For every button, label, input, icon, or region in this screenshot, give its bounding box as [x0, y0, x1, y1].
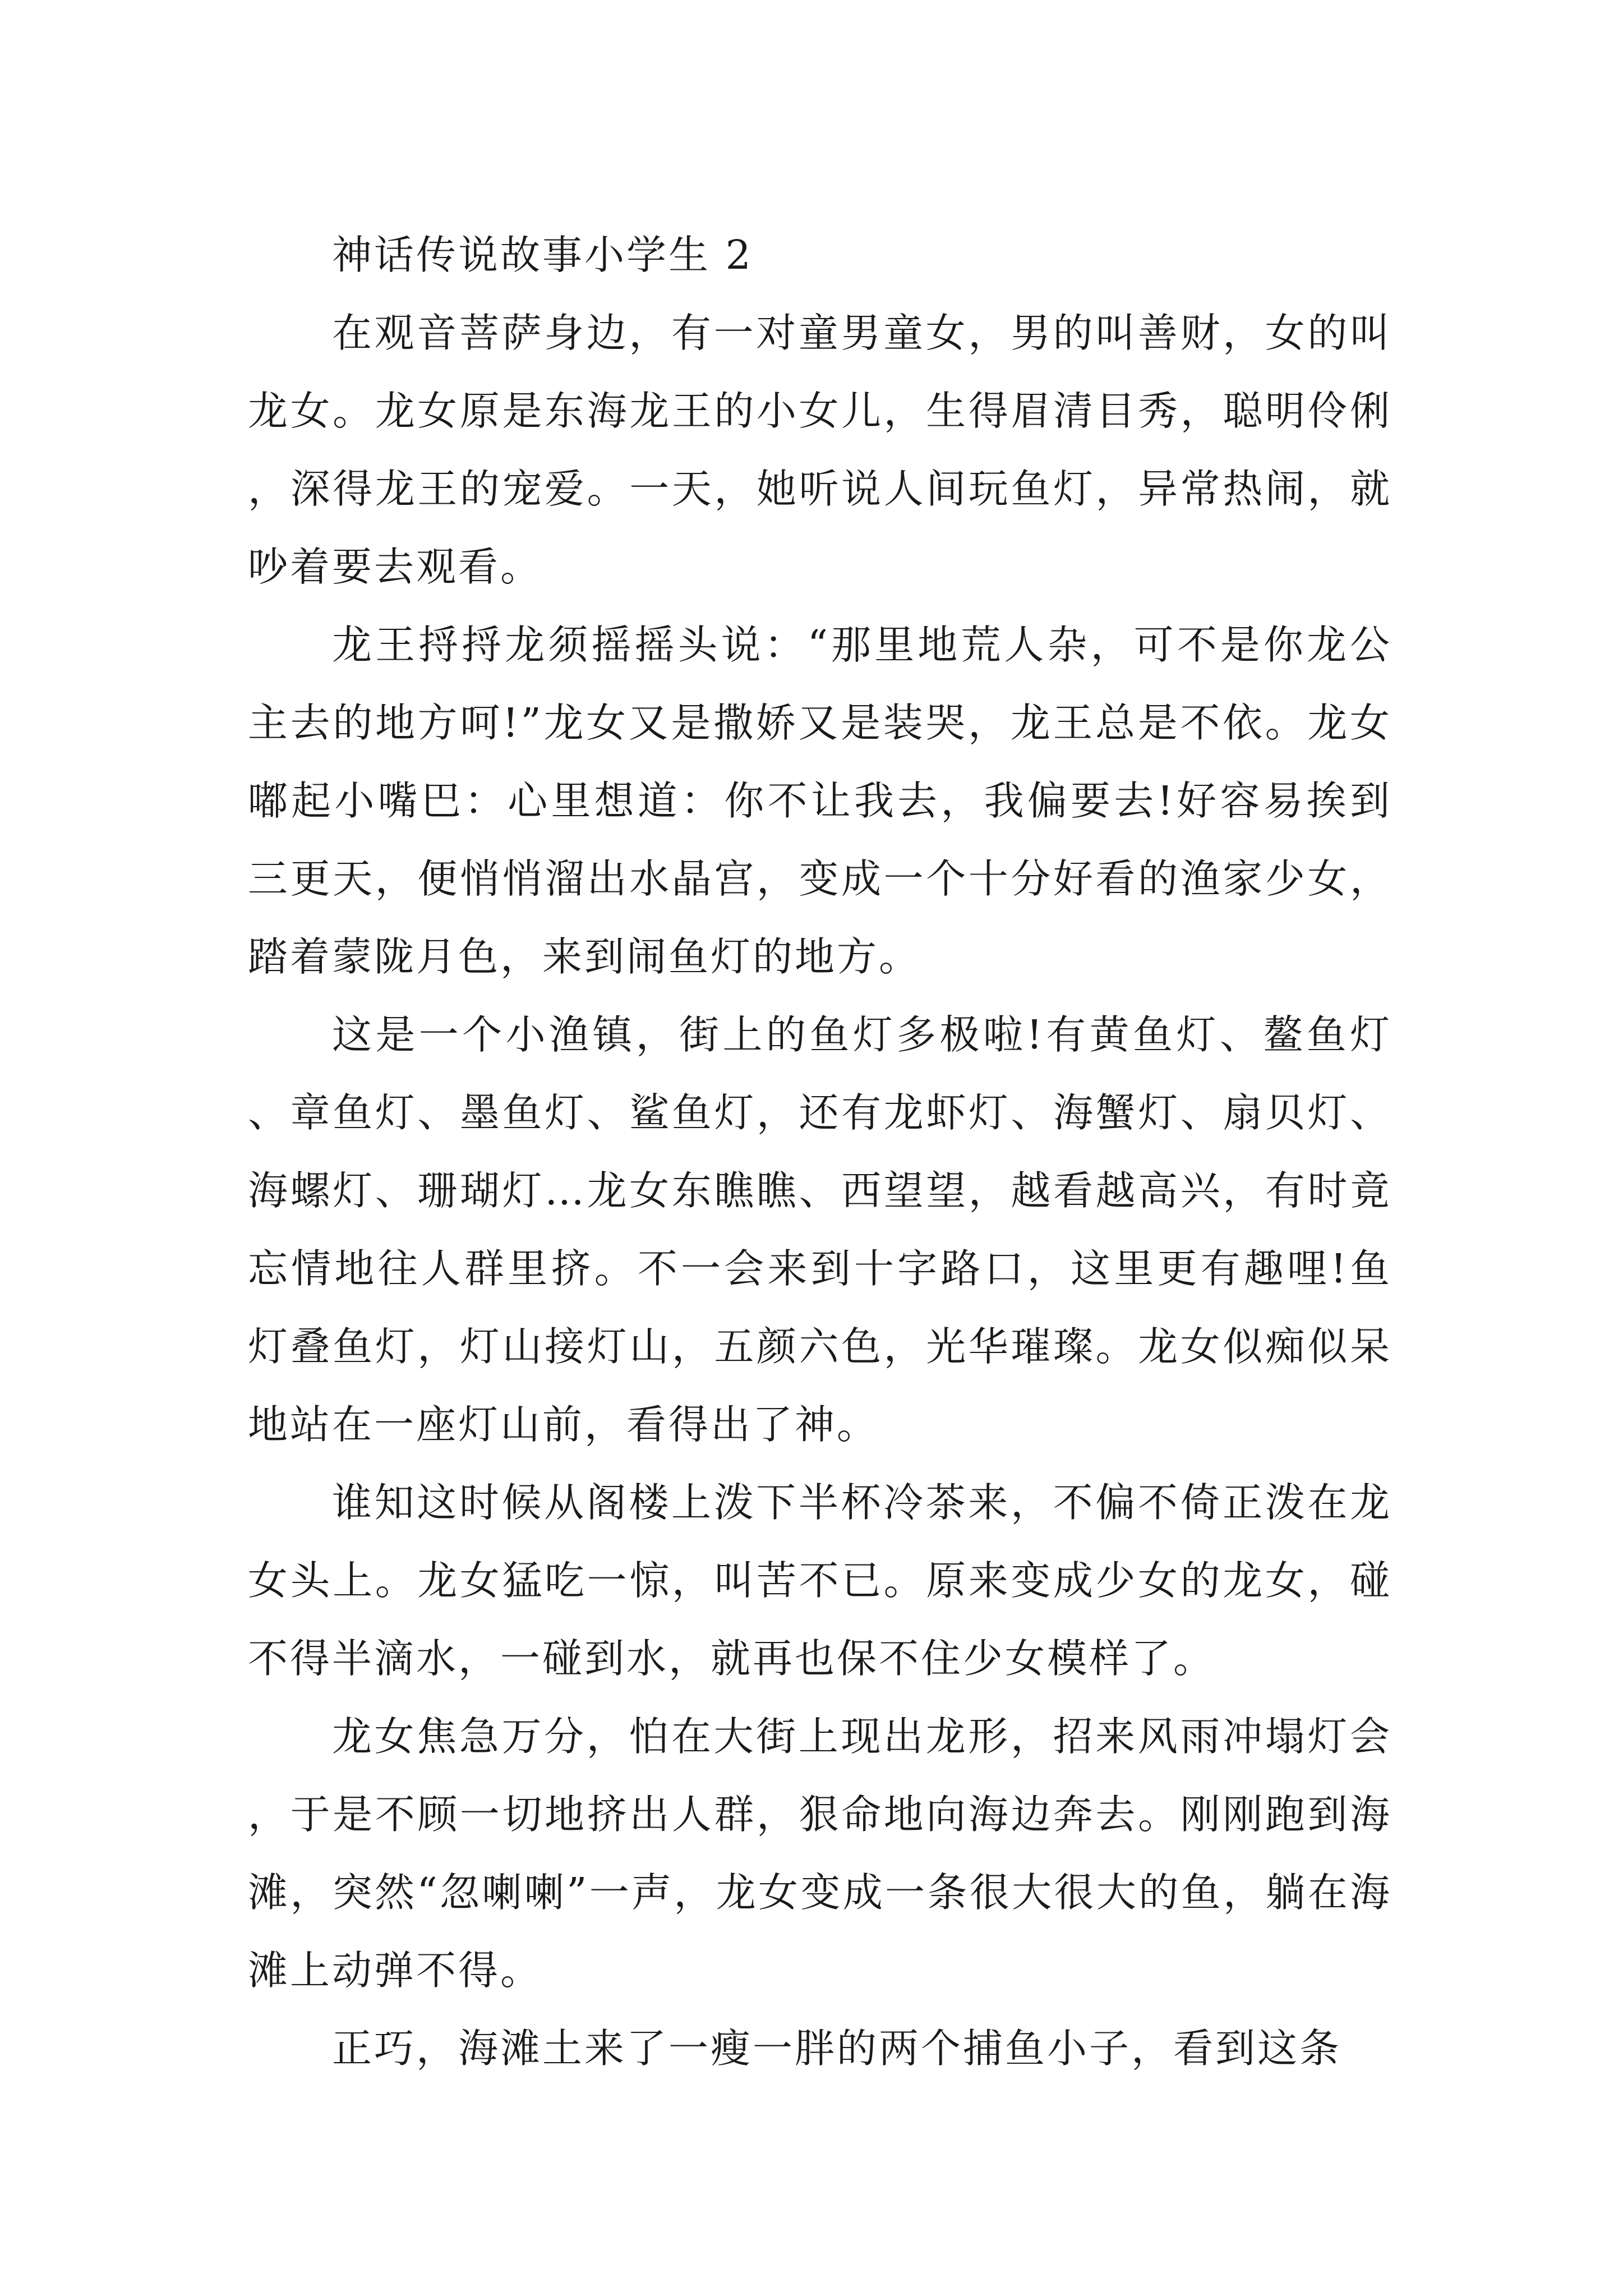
paragraph-6: 正巧，海滩土来了一瘦一胖的两个捕鱼小子，看到这条 [332, 2025, 1342, 2072]
document-title: 神话传说故事小学生 2 [332, 232, 753, 278]
paragraph-4: 谁知这时候从阁楼上泼下半杯冷茶来，不偏不倚正泼在龙女头上。龙女猛吃一惊，叫苦不已。原来变成少女的龙女，碰不得半滴水，一碰到水，就再也保不住少女模样了。 [248, 1479, 1392, 1682]
document-body [248, 216, 1392, 2087]
paragraph-3: 这是一个小渔镇，街上的鱼灯多极啦!有黄鱼灯、鳌鱼灯、章鱼灯、墨鱼灯、鲨鱼灯，还有龙虾灯、海蟹灯、扇贝灯、海螺灯、珊瑚灯…龙女东瞧瞧、西望望，越看越高兴，有时竟忘情地往人群里挤。不一会来到十字路口，这里更有趣哩!鱼灯叠鱼灯，灯山接灯山，五颜六色，光华璀璨。龙女似痴似呆地站在一座灯山前，看得出了神。 [248, 1011, 1392, 1448]
paragraph-2: 龙王捋捋龙须摇摇头说：“那里地荒人杂，可不是你龙公主去的地方呵!”龙女又是撒娇又是装哭，龙王总是不依。龙女嘟起小嘴巴：心里想道：你不让我去，我偏要去!好容易挨到三更天，便悄悄溜出水晶宫，变成一个十分好看的渔家少女，踏着蒙陇月色，来到闹鱼灯的地方。 [248, 622, 1392, 980]
paragraph-5: 龙女焦急万分，怕在大街上现出龙形，招来风雨冲塌灯会，于是不顾一切地挤出人群，狠命地向海边奔去。刚刚跑到海滩，突然“忽喇喇”一声，龙女变成一条很大很大的鱼，躺在海滩上动弹不得。 [248, 1713, 1392, 1994]
paragraph-1: 在观音菩萨身边，有一对童男童女，男的叫善财，女的叫龙女。龙女原是东海龙王的小女儿，生得眉清目秀，聪明伶俐，深得龙王的宠爱。一天，她听说人间玩鱼灯，异常热闹，就吵着要去观看。 [248, 310, 1392, 590]
